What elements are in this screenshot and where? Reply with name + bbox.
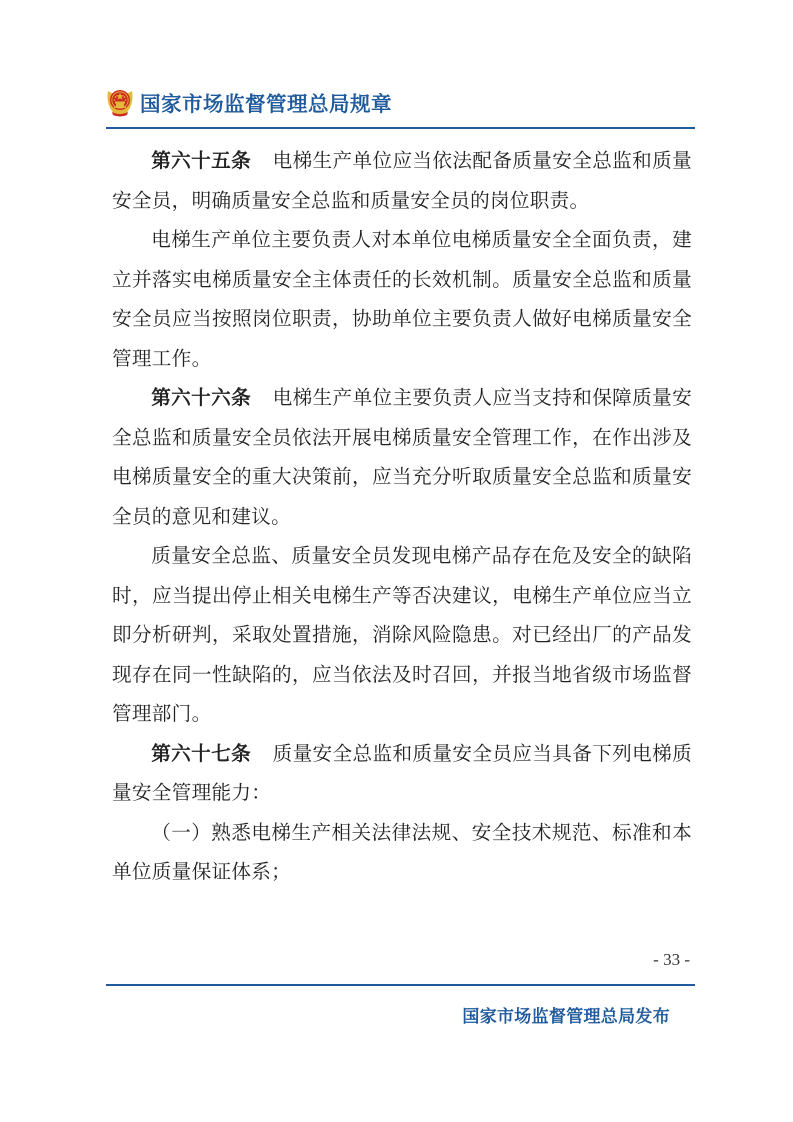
paragraph-text: 电梯生产单位应当依法配备质量安全总监和质量安全员，明确质量安全总监和质量安全员的岗位职责。 [112, 149, 692, 212]
article-label: 第六十六条 [151, 386, 252, 409]
paragraph-text: 质量安全总监和质量安全员应当具备下列电梯质量安全管理能力： [112, 741, 692, 804]
paragraph [112, 220, 692, 378]
footer-divider [106, 984, 695, 986]
page-number: - 33 - [653, 950, 690, 969]
article-label: 第六十五条 [151, 149, 252, 172]
regulation-body [112, 141, 692, 892]
header-title: 国家市场监督管理总局规章 [140, 92, 392, 116]
paragraph [112, 378, 692, 536]
article-label: 第六十七条 [151, 741, 252, 765]
footer-publisher: 国家市场监督管理总局发布 [462, 1007, 670, 1027]
paragraph [112, 734, 692, 813]
paragraph [112, 141, 692, 220]
page-header [106, 80, 392, 124]
paragraph [112, 813, 692, 892]
paragraph [112, 536, 692, 734]
paragraph-text: 电梯生产单位主要负责人应当支持和保障质量安全总监和质量安全员依法开展电梯质量安全管理工作，在作出涉及电梯质量安全的重大决策前，应当充分听取质量安全总监和质量安全员的意见和建议。 [112, 386, 692, 528]
paragraph-text: （一）熟悉电梯生产相关法律法规、安全技术规范、标准和本单位质量保证体系； [112, 820, 692, 883]
national-emblem-icon [106, 85, 134, 119]
paragraph-text: 质量安全总监、质量安全员发现电梯产品存在危及安全的缺陷时，应当提出停止相关电梯生产等否决建议，电梯生产单位应当立即分析研判，采取处置措施，消除风险隐患。对已经出厂的产品发现存在同一性缺陷的，应当依法及时召回，并报当地省级市场监督管理部门。 [112, 544, 692, 725]
paragraph-text: 电梯生产单位主要负责人对本单位电梯质量安全全面负责，建立并落实电梯质量安全主体责任的长效机制。质量安全总监和质量安全员应当按照岗位职责，协助单位主要负责人做好电梯质量安全管理工作。 [112, 228, 692, 370]
header-divider [106, 127, 695, 129]
